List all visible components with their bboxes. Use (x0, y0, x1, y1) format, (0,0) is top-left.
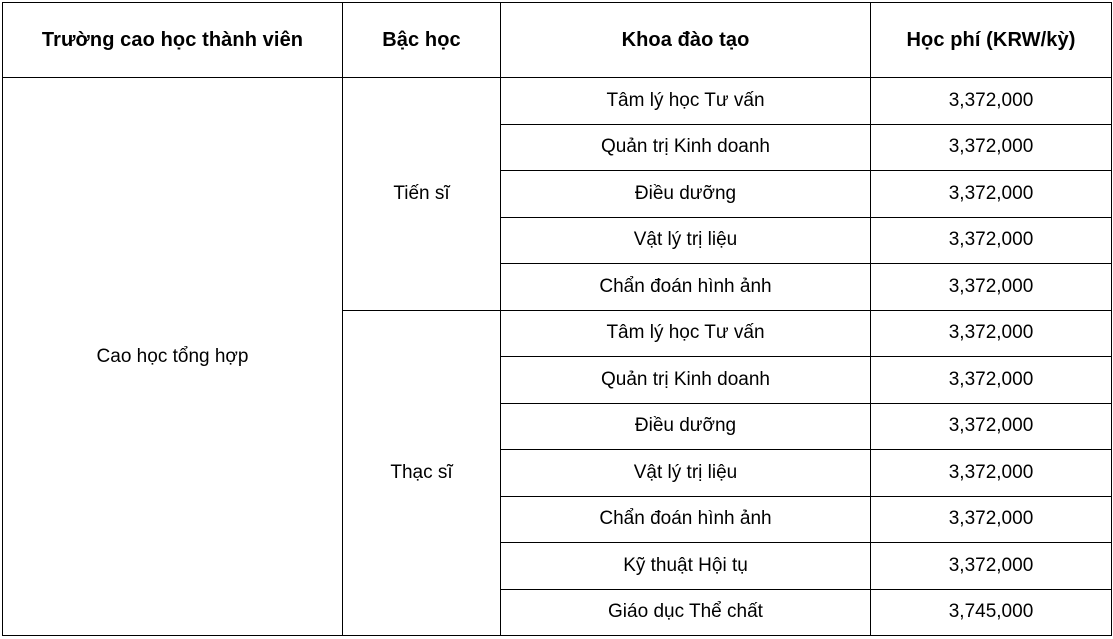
department-cell: Tâm lý học Tư vấn (501, 78, 871, 125)
table-header (3, 3, 1112, 78)
level-cell-master: Thạc sĩ (343, 310, 501, 636)
fee-cell: 3,372,000 (871, 357, 1112, 404)
tuition-table (2, 2, 1112, 636)
department-cell: Kỹ thuật Hội tụ (501, 543, 871, 590)
fee-cell: 3,372,000 (871, 450, 1112, 497)
fee-cell: 3,372,000 (871, 543, 1112, 590)
table-row (3, 78, 1112, 125)
fee-cell: 3,372,000 (871, 124, 1112, 171)
department-cell: Quản trị Kinh doanh (501, 357, 871, 404)
level-cell-doctorate: Tiến sĩ (343, 78, 501, 311)
column-header-department: Khoa đào tạo (501, 3, 871, 78)
fee-cell: 3,372,000 (871, 78, 1112, 125)
tuition-table-container (0, 2, 1113, 636)
department-cell: Giáo dục Thể chất (501, 589, 871, 636)
department-cell: Quản trị Kinh doanh (501, 124, 871, 171)
school-name-cell: Cao học tổng hợp (3, 78, 343, 636)
fee-cell: 3,372,000 (871, 403, 1112, 450)
department-cell: Tâm lý học Tư vấn (501, 310, 871, 357)
column-header-level: Bậc học (343, 3, 501, 78)
column-header-fee: Học phí (KRW/kỳ) (871, 3, 1112, 78)
department-cell: Điều dưỡng (501, 403, 871, 450)
fee-cell: 3,372,000 (871, 217, 1112, 264)
table-header-row (3, 3, 1112, 78)
department-cell: Vật lý trị liệu (501, 217, 871, 264)
fee-cell: 3,372,000 (871, 310, 1112, 357)
fee-cell: 3,372,000 (871, 264, 1112, 311)
fee-cell: 3,372,000 (871, 171, 1112, 218)
column-header-school: Trường cao học thành viên (3, 3, 343, 78)
department-cell: Chẩn đoán hình ảnh (501, 264, 871, 311)
department-cell: Chẩn đoán hình ảnh (501, 496, 871, 543)
table-body (3, 78, 1112, 636)
fee-cell: 3,372,000 (871, 496, 1112, 543)
fee-cell: 3,745,000 (871, 589, 1112, 636)
department-cell: Vật lý trị liệu (501, 450, 871, 497)
department-cell: Điều dưỡng (501, 171, 871, 218)
